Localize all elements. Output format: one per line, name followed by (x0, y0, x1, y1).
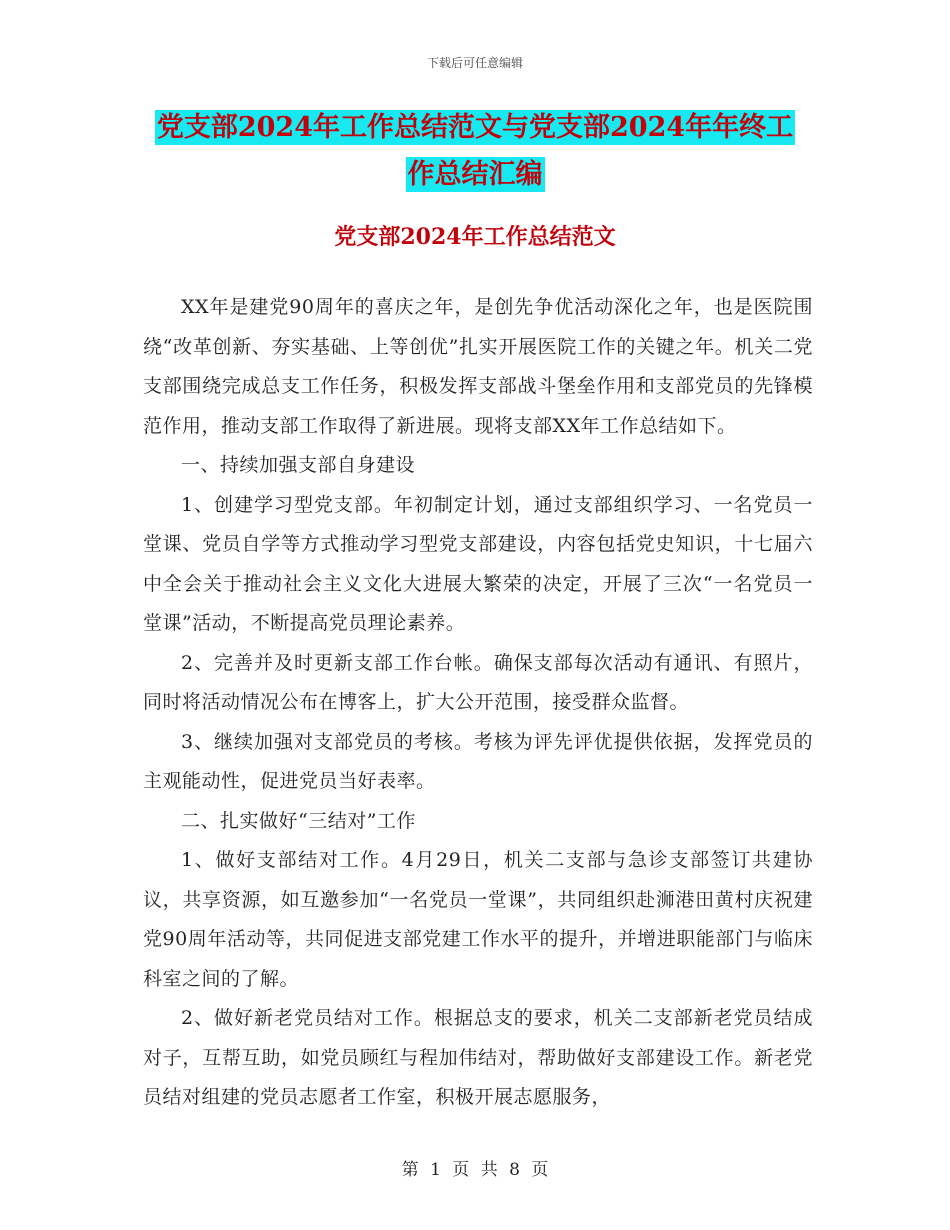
section-title: 党支部2024年工作总结范文 (334, 224, 616, 250)
document-body (143, 288, 813, 1118)
paragraph-intro: XX年是建党90周年的喜庆之年，是创先争优活动深化之年，也是医院围绕“改革创新、夯实基础、上等创优”扎实开展医院工作的关键之年。机关二党支部围绕完成总支工作任务，积极发挥支部战斗堡垒作用和支部党员的先锋模范作用，推动支部工作取得了新进展。现将支部XX年工作总结如下。 (143, 296, 813, 437)
paragraph-item: 2、完善并及时更新支部工作台帐。确保支部每次活动有通讯、有照片，同时将活动情况公布在博客上，扩大公开范围，接受群众监督。 (143, 651, 813, 713)
page-footer: 第 1 页 共 8 页 (401, 1160, 549, 1180)
header-note: 下载后可任意编辑 (426, 56, 523, 70)
paragraph-item: 1、创建学习型党支部。年初制定计划，通过支部组织学习、一名党员一堂课、党员自学等方式推动学习型党支部建设，内容包括党史知识，十七届六中全会关于推动社会主义文化大进展大繁荣的决定，开展了三次“一名党员一堂课”活动，不断提高党员理论素养。 (143, 493, 813, 634)
heading-section-2: 二、扎实做好“三结对”工作 (181, 809, 416, 832)
paragraph-item: 2、做好新老党员结对工作。根据总支的要求，机关二支部新老党员结成对子，互帮互助，如党员顾红与程加伟结对，帮助做好支部建设工作。新老党员结对组建的党员志愿者工作室，积极开展志愿服务， (143, 1007, 813, 1108)
paragraph-item: 1、做好支部结对工作。4月29日，机关二支部与急诊支部签订共建协议，共享资源，如互邀参加“一名党员一堂课”，共同组织赴浉港田黄村庆祝建党90周年活动等，共同促进支部党建工作水平的提升，并增进职能部门与临床科室之间的了解。 (143, 849, 813, 990)
heading-section-1: 一、持续加强支部自身建设 (181, 454, 416, 476)
document-title-line-1: 党支部2024年工作总结范文与党支部2024年年终工 (156, 112, 794, 143)
document-title-line-2: 作总结汇编 (407, 159, 543, 190)
paragraph-item: 3、继续加强对支部党员的考核。考核为评先评优提供依据，发挥党员的主观能动性，促进党员当好表率。 (143, 730, 813, 792)
